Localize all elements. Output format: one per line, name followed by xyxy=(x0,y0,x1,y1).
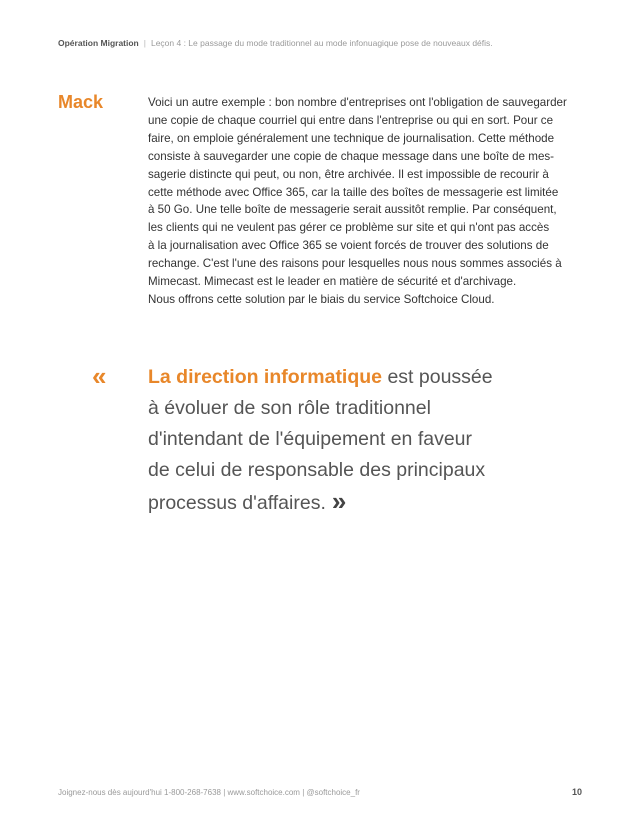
body-line: Nous offrons cette solution par le biais du service Softchoice Cloud. xyxy=(148,292,495,306)
lesson-title: Leçon 4 : Le passage du mode traditionnel au mode infonuagique pose de nouveaux défis. xyxy=(150,38,493,48)
footer-contact: Joignez-nous dès aujourd'hui 1-800-268-7638 | www.softchoice.com | @softchoice_fr xyxy=(58,788,360,797)
header-separator: | xyxy=(143,38,146,48)
body-line: cette méthode avec Office 365, car la taille des boîtes de messagerie est limitée xyxy=(148,185,559,199)
body-line: faire, on emploie généralement une technique de journalisation. Cette méthode xyxy=(148,131,555,145)
body-paragraph xyxy=(148,94,588,309)
quote-close-mark: » xyxy=(331,486,344,516)
document-title: Opération Migration xyxy=(58,38,139,48)
body-line: rechange. C'est l'une des raisons pour lesquelles nous nous sommes associés à xyxy=(148,257,562,271)
body-line: à 50 Go. Une telle boîte de messagerie serait aussitôt remplie. Par conséquent, xyxy=(148,203,557,217)
page-number: 10 xyxy=(571,787,582,797)
speaker-name: Mack xyxy=(58,92,104,112)
quote-line: à évoluer de son rôle traditionnel xyxy=(148,397,431,419)
body-line: sagerie distincte qui peut, ou non, être archivée. Il est impossible de recourir à xyxy=(148,167,549,181)
quote-open-mark: « xyxy=(92,361,104,391)
body-line: les clients qui ne veulent pas gérer ce problème sur site et qui n'ont pas accès xyxy=(148,221,550,235)
body-line: consiste à sauvegarder une copie de chaque message dans une boîte de mes- xyxy=(148,149,555,163)
quote-line: de celui de responsable des principaux xyxy=(148,459,486,481)
quote-highlight: La direction informatique xyxy=(148,366,383,388)
body-line: Voici un autre exemple : bon nombre d'entreprises ont l'obligation de sauvegarder xyxy=(148,96,567,109)
page-header xyxy=(58,38,598,48)
body-line: à la journalisation avec Office 365 se voient forcés de trouver des solutions de xyxy=(148,239,549,253)
quote-line: d'intendant de l'équipement en faveur xyxy=(148,428,473,450)
quote-line xyxy=(148,362,548,393)
pull-quote xyxy=(148,362,548,519)
body-line: Mimecast. Mimecast est le leader en matière de sécurité et d'archivage. xyxy=(148,275,517,289)
quote-line: processus d'affaires. xyxy=(148,492,326,514)
quote-first-line-rest: est poussée xyxy=(382,366,493,388)
quote-last-line xyxy=(148,486,548,519)
body-line: une copie de chaque courriel qui entre dans l'entreprise ou qui en sort. Pour ce xyxy=(148,113,554,127)
